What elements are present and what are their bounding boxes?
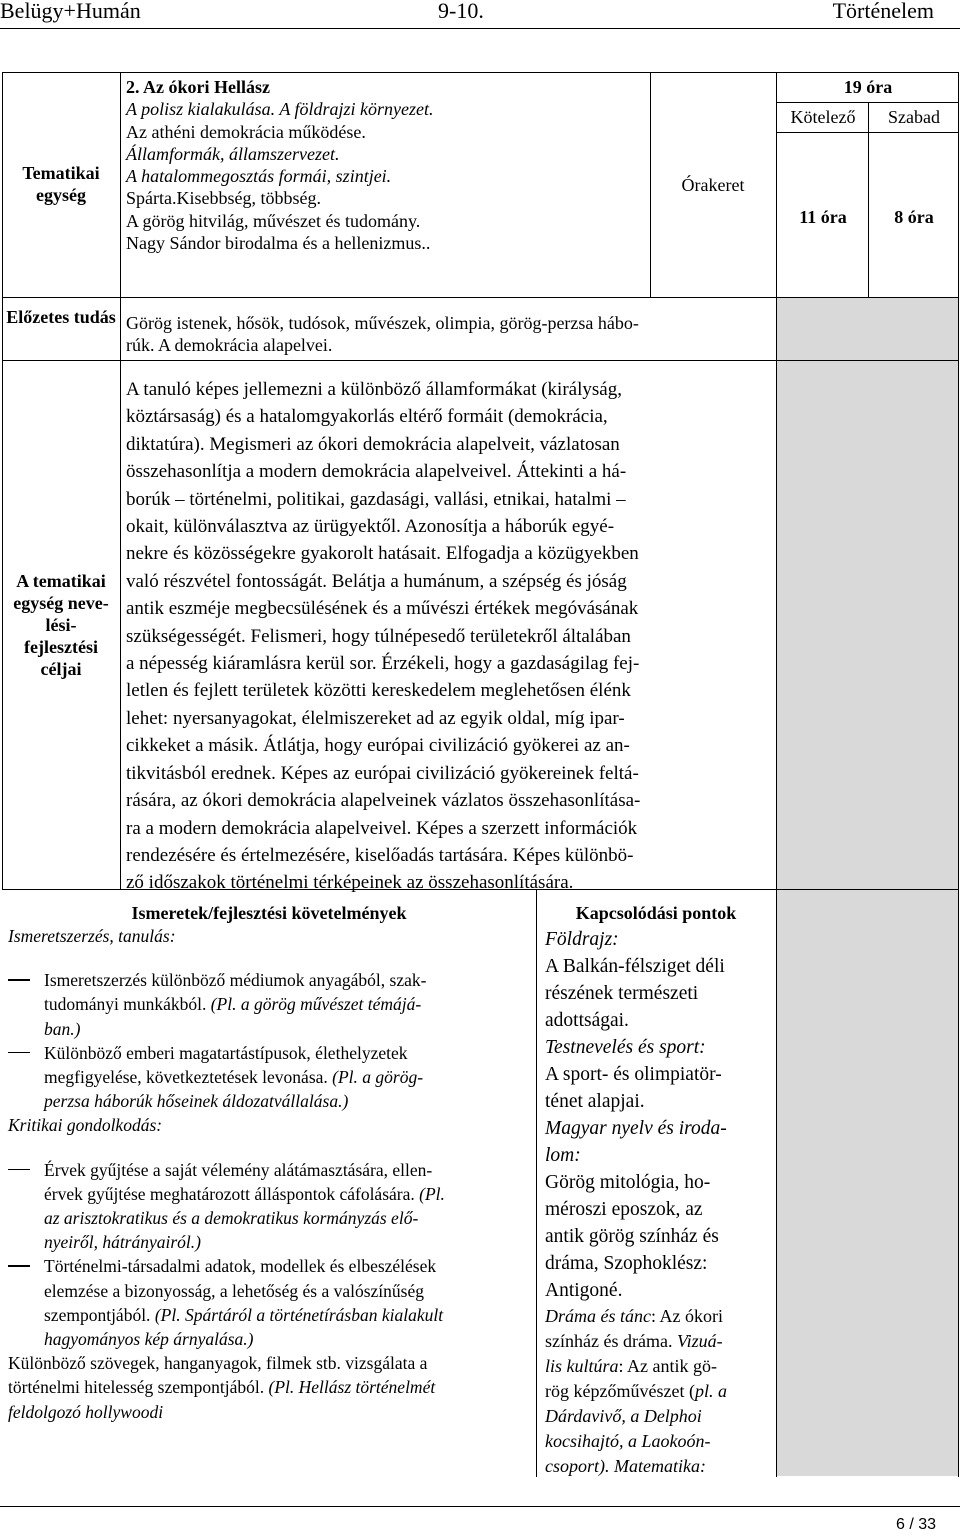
topic-line: Spárta.Kisebbség, többség. bbox=[126, 188, 321, 209]
drama-text: színház és dráma. bbox=[545, 1331, 677, 1351]
item-example: hagyományos kép árnyalása.) bbox=[44, 1329, 254, 1350]
drama-line bbox=[545, 1379, 773, 1404]
goal-line: letlen és fejlett területek közötti kereskedelem meglehetősen élénk bbox=[126, 680, 631, 702]
goal-line: A tanuló képes jellemezni a különböző államformákat (királyság, bbox=[126, 379, 622, 400]
connection-line: részének természeti bbox=[545, 983, 699, 1004]
gray-cell-row3 bbox=[776, 361, 958, 889]
label-tematikai-egyseg bbox=[4, 162, 118, 206]
requirement-item bbox=[8, 1254, 532, 1351]
gray-cell-row2 bbox=[776, 298, 958, 360]
connection-line: Antigoné. bbox=[545, 1280, 623, 1301]
orakeret-label: Órakeret bbox=[681, 175, 745, 195]
item-text: szempontjából. bbox=[44, 1304, 155, 1325]
item-text: Történelmi-társadalmi adatok, modellek és elbeszélések bbox=[44, 1256, 437, 1277]
label-fejlesztesi-celjai bbox=[4, 570, 118, 680]
topic-line: Államformák, államszervezet. bbox=[126, 143, 340, 164]
closing-text: Különböző szövegek, hanganyagok, filmek stb. vizsgálata a bbox=[8, 1353, 428, 1374]
subject-magyar: Magyar nyelv és iroda- bbox=[545, 1118, 727, 1139]
label-elozetes-tudas-text: Előzetes tudás bbox=[6, 307, 116, 327]
kotelezo-label: Kötelező bbox=[790, 107, 856, 127]
closing-paragraph bbox=[8, 1351, 532, 1424]
goal-line: borúk – történelmi, politikai, gazdasági, vallási, etnikai, hatalmi – bbox=[126, 488, 626, 510]
label-col-border bbox=[120, 72, 121, 890]
drama-example: csoport). bbox=[545, 1456, 610, 1476]
item-example: (Pl. a görög művészet témájá- bbox=[210, 994, 422, 1015]
requirement-item bbox=[8, 1158, 532, 1255]
szabad-label: Szabad bbox=[888, 107, 940, 127]
requirement-item bbox=[8, 968, 532, 1041]
section-title-ismeretszerzes: Ismeretszerzés, tanulás: bbox=[8, 926, 176, 946]
drama-line bbox=[545, 1354, 773, 1379]
connections-header: Kapcsolódási pontok bbox=[575, 903, 737, 923]
drama-line bbox=[545, 1454, 773, 1479]
header-rule bbox=[0, 28, 960, 29]
table-left-border bbox=[2, 72, 3, 890]
topic-line: Nagy Sándor birodalma és a hellenizmus.. bbox=[126, 233, 431, 254]
orakeret-left-border bbox=[650, 72, 651, 298]
goal-line: tikvitásból erednek. Képes az európai civilizáció gyökereinek feltá- bbox=[126, 762, 639, 784]
goal-line: antik eszméje megbecsülésének és a művészi értékek megóvásának bbox=[126, 598, 639, 620]
table-top-border bbox=[2, 72, 958, 73]
goal-line: összehasonlítja a modern demokrácia alapelveivel. Áttekinti a há- bbox=[126, 461, 627, 483]
connection-line: adottságai. bbox=[545, 1010, 629, 1031]
orakeret-hline-2 bbox=[776, 132, 958, 133]
topic-line: A hatalommegosztás formái, szintjei. bbox=[126, 166, 392, 187]
spacer bbox=[8, 948, 532, 968]
section-title-kritikai: Kritikai gondolkodás: bbox=[8, 1115, 163, 1136]
gray-cell-row4 bbox=[776, 890, 958, 1476]
subject-testneveles: Testnevelés és sport: bbox=[545, 1037, 706, 1058]
subject-magyar: lom: bbox=[545, 1145, 581, 1166]
row1-bottom bbox=[2, 297, 958, 298]
item-text: érvek gyűjtése meghatározott álláspontok cáfolására. bbox=[44, 1183, 420, 1204]
connections-content bbox=[545, 926, 773, 1479]
connection-line: A Balkán-félsziget déli bbox=[545, 956, 725, 977]
hours-mid-border bbox=[868, 102, 869, 298]
row1-topics bbox=[126, 76, 646, 254]
item-text: megfigyelése, következtetések levonása. bbox=[44, 1067, 333, 1088]
item-text: Ismeretszerzés különböző médiumok anyagából, szak- bbox=[44, 970, 427, 991]
item-text: tudományi munkákból. bbox=[44, 994, 211, 1015]
connection-line: antik görög színház és bbox=[545, 1226, 719, 1247]
subject-drama: Dráma és tánc bbox=[545, 1306, 651, 1326]
topic-line: A polisz kialakulása. A földrajzi környezet. bbox=[126, 99, 434, 120]
item-example: (Pl. Spártáról a történetírásban kialakult bbox=[154, 1304, 444, 1325]
requirements-content bbox=[8, 924, 532, 1424]
goal-line: okait, különválasztva az ürügyektől. Azonosítja a háborúk egyé- bbox=[126, 516, 615, 538]
goal-line: rására, az ókori demokrácia alapelveinek vázlatos összehasonlítása- bbox=[126, 790, 641, 812]
footer-rule bbox=[0, 1506, 960, 1507]
requirement-item bbox=[8, 1041, 532, 1114]
item-example: az arisztokratikus és a demokratikus kormányzás elő- bbox=[44, 1208, 419, 1229]
connection-line: méroszi eposzok, az bbox=[545, 1199, 703, 1220]
row2-bottom bbox=[2, 360, 958, 361]
topic-line: A görög hitvilág, művészet és tudomány. bbox=[126, 210, 421, 231]
drama-line: Dárdavivő, a Delphoi bbox=[545, 1406, 702, 1426]
row2-content bbox=[126, 312, 766, 357]
item-example: nyeiről, hátrányairól.) bbox=[44, 1232, 201, 1253]
item-text: elemzése a bizonyosság, a lehetőség és a valószínűség bbox=[44, 1280, 425, 1301]
label-tematikai-egyseg-text: Tematikai egység bbox=[22, 163, 100, 205]
subject-vizualis: lis kultúra bbox=[545, 1356, 619, 1376]
page-number: 6 / 33 bbox=[895, 1516, 936, 1533]
hours-total: 19 óra bbox=[843, 77, 893, 97]
subject-matematika: Matematika: bbox=[614, 1456, 706, 1476]
connection-line: Görög mitológia, ho- bbox=[545, 1172, 711, 1193]
subject-foldrajz: Földrajz: bbox=[545, 929, 619, 950]
goal-line: cikkeket a másik. Átlátja, hogy európai civilizáció gyökerei az an- bbox=[126, 735, 630, 757]
connections-left-border bbox=[536, 890, 537, 1477]
header-left: Belügy+Humán bbox=[0, 0, 141, 23]
unit-title: 2. Az ókori Hellász bbox=[126, 77, 270, 97]
label-line: céljai bbox=[40, 659, 82, 679]
drama-block bbox=[545, 1304, 773, 1479]
goal-line: szükségességét. Felismeri, hogy túlnépesedő területekről általában bbox=[126, 625, 631, 647]
closing-text: történelmi hitelesség szempontjából. bbox=[8, 1377, 269, 1398]
drama-text: rög képzőművészet ( bbox=[545, 1381, 695, 1401]
item-example: ban.) bbox=[44, 1018, 81, 1039]
drama-text: : Az ókori bbox=[651, 1306, 723, 1326]
drama-line bbox=[545, 1329, 773, 1354]
item-example: perzsa háborúk hőseinek áldozatvállalása.) bbox=[44, 1091, 349, 1112]
goal-line: való részvétel fontosságát. Belátja a humánum, a szépség és jóság bbox=[126, 570, 627, 592]
goal-line: köztársaság) és a hatalomgyakorlás eltérő formáit (demokrácia, bbox=[126, 406, 608, 428]
connection-line: ténet alapjai. bbox=[545, 1091, 645, 1112]
label-line: fejlesztési bbox=[24, 637, 98, 657]
item-example: (Pl. a görög- bbox=[332, 1067, 424, 1088]
goal-line: ra a modern demokrácia alapelveivel. Képes a szerzett információk bbox=[126, 817, 638, 839]
subject-vizualis: Vizuá- bbox=[676, 1331, 723, 1351]
goal-line: rendezésére és értelmezésére, kiselőadás tartására. Képes különbö- bbox=[126, 844, 634, 866]
prior-knowledge-line: Görög istenek, hősök, tudósok, művészek, olimpia, görög-perzsa hábo- bbox=[126, 313, 639, 333]
header-right: Történelem bbox=[832, 0, 934, 23]
szabad-value: 8 óra bbox=[894, 207, 934, 227]
drama-text: : Az antik gö- bbox=[618, 1356, 717, 1376]
item-text: Érvek gyűjtése a saját vélemény alátámasztására, ellen- bbox=[44, 1159, 433, 1180]
topic-line: Az athéni demokrácia működése. bbox=[126, 121, 366, 142]
orakeret-hline-1 bbox=[776, 102, 958, 103]
label-line: lési- bbox=[45, 615, 77, 635]
goal-line: lehet: nyersanyagokat, élelmiszereket ad az egyik oldal, míg ipar- bbox=[126, 707, 625, 729]
label-line: A tematikai bbox=[16, 571, 106, 591]
goal-line: diktatúra). Megismeri az ókori demokrácia alapelveit, vázlatosan bbox=[126, 433, 620, 455]
connection-line: dráma, Szophoklész: bbox=[545, 1253, 708, 1274]
requirements-header: Ismeretek/fejlesztési követelmények bbox=[131, 903, 407, 923]
item-text: Különböző emberi magatartástípusok, élethelyzetek bbox=[44, 1042, 408, 1063]
row3-content bbox=[126, 376, 772, 897]
label-line: egység neve- bbox=[13, 593, 109, 613]
goal-line: nekre és közösségekre gyakorolt hatásait. Elfogadja a közügyekben bbox=[126, 543, 639, 565]
label-elozetes-tudas bbox=[4, 306, 118, 328]
kotelezo-value: 11 óra bbox=[799, 207, 847, 227]
spacer bbox=[8, 1138, 532, 1158]
goal-line: a népesség kiáramlásra kerül sor. Érzékeli, hogy a gazdaságilag fej- bbox=[126, 653, 640, 675]
header-center: 9-10. bbox=[438, 0, 484, 23]
closing-example: feldolgozó hollywoodi bbox=[8, 1401, 164, 1422]
content-right-border bbox=[776, 72, 777, 1477]
drama-example: pl. a bbox=[694, 1381, 727, 1401]
table-right-border bbox=[958, 72, 959, 1477]
drama-line bbox=[545, 1304, 773, 1329]
prior-knowledge-line: rúk. A demokrácia alapelvei. bbox=[126, 335, 333, 356]
item-example: (Pl. bbox=[419, 1183, 445, 1204]
goal-line: ző időszakok történelmi térképeinek az összehasonlítására. bbox=[126, 872, 574, 894]
drama-line: kocsihajtó, a Laokoón- bbox=[545, 1431, 711, 1451]
connection-line: A sport- és olimpiatör- bbox=[545, 1064, 722, 1085]
closing-example: (Pl. Hellász történelmét bbox=[268, 1377, 436, 1398]
